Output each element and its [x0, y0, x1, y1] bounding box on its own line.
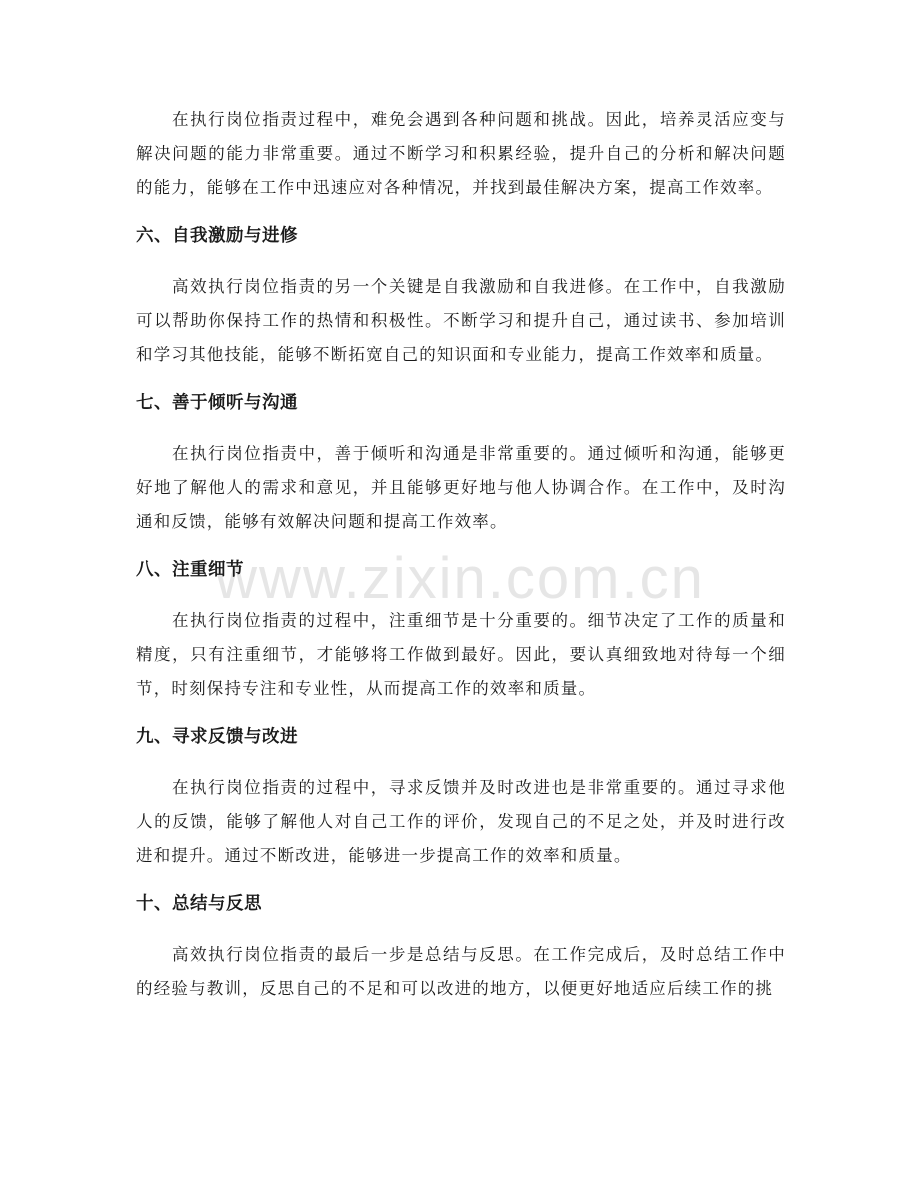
- section-heading-10: 十、总结与反思: [136, 894, 262, 914]
- section-paragraph-10: 高效执行岗位指责的最后一步是总结与反思。在工作完成后，及时总结工作中的经验与教训，反思自己的不足和可以改进的地方，以便更好地适应后续工作的挑: [136, 945, 786, 998]
- section-heading-6: 六、自我激励与进修: [136, 226, 298, 246]
- intro-paragraph: 在执行岗位指责过程中，难免会遇到各种问题和挑战。因此，培养灵活应变与解决问题的能力非常重要。通过不断学习和积累经验，提升自己的分析和解决问题的能力，能够在工作中迅速应对各种情况，并找到最佳解决方案，提高工作效率。: [136, 110, 786, 197]
- section-heading-8: 八、注重细节: [136, 560, 244, 580]
- section-heading-7: 七、善于倾听与沟通: [136, 393, 298, 413]
- section-paragraph-8: 在执行岗位指责的过程中，注重细节是十分重要的。细节决定了工作的质量和精度，只有注重细节，才能够将工作做到最好。因此，要认真细致地对待每一个细节，时刻保持专注和专业性，从而提高工作的效率和质量。: [136, 611, 786, 698]
- section-paragraph-6: 高效执行岗位指责的另一个关键是自我激励和自我进修。在工作中，自我激励可以帮助你保持工作的热情和积极性。不断学习和提升自己，通过读书、参加培训和学习其他技能，能够不断拓宽自己的知识面和专业能力，提高工作效率和质量。: [136, 277, 786, 364]
- section-heading-9: 九、寻求反馈与改进: [136, 727, 298, 747]
- section-paragraph-9: 在执行岗位指责的过程中，寻求反馈并及时改进也是非常重要的。通过寻求他人的反馈，能够了解他人对自己工作的评价，发现自己的不足之处，并及时进行改进和提升。通过不断改进，能够进一步提高工作的效率和质量。: [136, 778, 786, 865]
- section-paragraph-7: 在执行岗位指责中，善于倾听和沟通是非常重要的。通过倾听和沟通，能够更好地了解他人的需求和意见，并且能够更好地与他人协调合作。在工作中，及时沟通和反馈，能够有效解决问题和提高工作效率。: [136, 444, 786, 531]
- watermark-text: www.zixin.com.cn: [215, 546, 705, 611]
- document-body: [136, 103, 786, 1006]
